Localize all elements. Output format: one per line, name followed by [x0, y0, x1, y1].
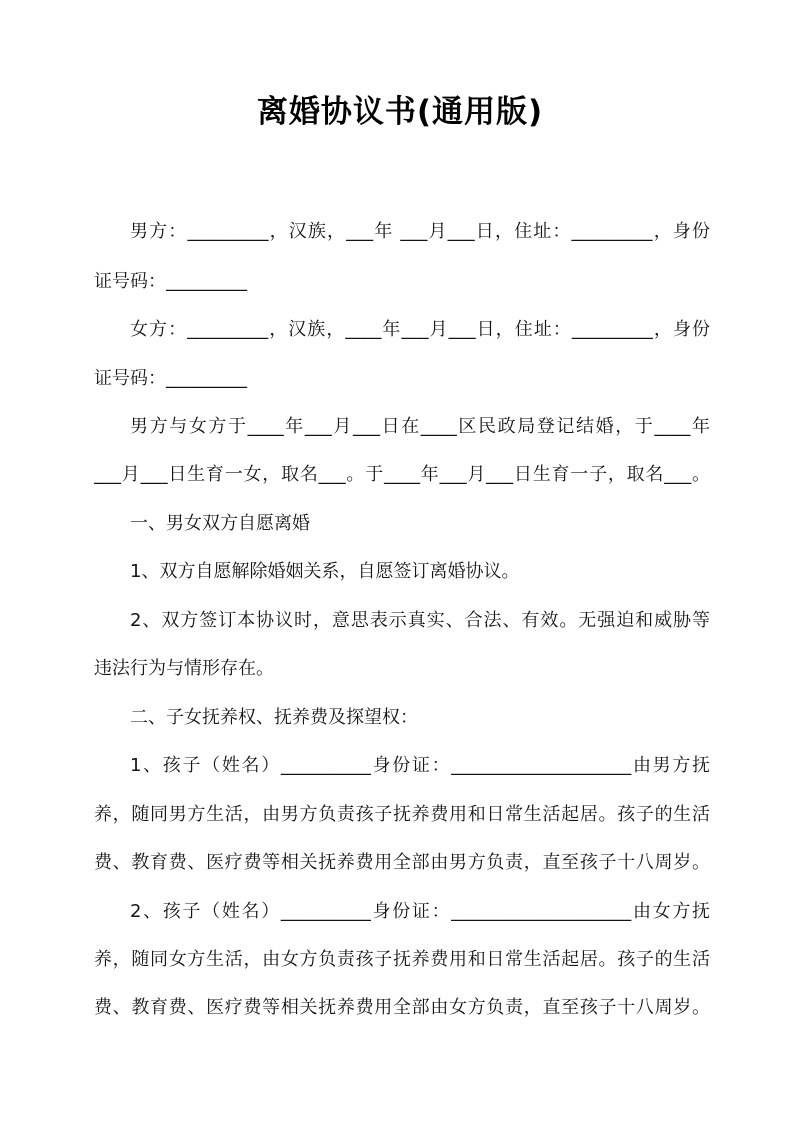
custody-2-cont-line-a: 养，随同女方生活，由女方负责孩子抚养费用和日常生活起居。孩子的生活	[94, 949, 710, 970]
section-heading-divorce: 一、男女双方自愿离婚	[130, 513, 310, 534]
female-id-line: 证号码：_________	[94, 368, 247, 389]
custody-1-cont-line-a: 养，随同男方生活，由男方负责孩子抚养费用和日常生活起居。孩子的生活	[94, 804, 710, 825]
custody-2-line: 2、孩子（姓名）__________身份证：____________________由女方抚	[130, 901, 710, 922]
clause-1-line: 1、双方自愿解除婚姻关系，自愿签订离婚协议。	[130, 561, 520, 582]
male-id-line: 证号码：_________	[94, 271, 247, 292]
custody-1-cont-line-b: 费、教育费、医疗费等相关抚养费用全部由男方负责，直至孩子十八周岁。	[94, 852, 710, 873]
male-party-line: 男方：_________，汉族，___年 ___月___日，住址：_________，身份	[130, 221, 710, 242]
document-title: 离婚协议书(通用版)	[256, 94, 544, 130]
children-info-line: ___月___日生育一女，取名___。于____年___月___日生育一子，取名___。	[94, 464, 710, 485]
custody-2-cont-line-b: 费、教育费、医疗费等相关抚养费用全部由女方负责，直至孩子十八周岁。	[94, 997, 710, 1018]
section-heading-custody: 二、子女抚养权、抚养费及探望权：	[130, 707, 418, 728]
custody-1-line: 1、孩子（姓名）__________身份证：____________________由男方抚	[130, 755, 710, 776]
clause-2-line: 2、双方签订本协议时，意思表示真实、合法、有效。无强迫和威胁等	[130, 610, 710, 631]
clause-2-cont-line: 违法行为与情形存在。	[94, 658, 274, 679]
marriage-info-line: 男方与女方于____年___月___日在____区民政局登记结婚，于____年	[130, 416, 710, 437]
female-party-line: 女方：_________，汉族，____年___月___日，住址：_________，身份	[130, 319, 710, 340]
